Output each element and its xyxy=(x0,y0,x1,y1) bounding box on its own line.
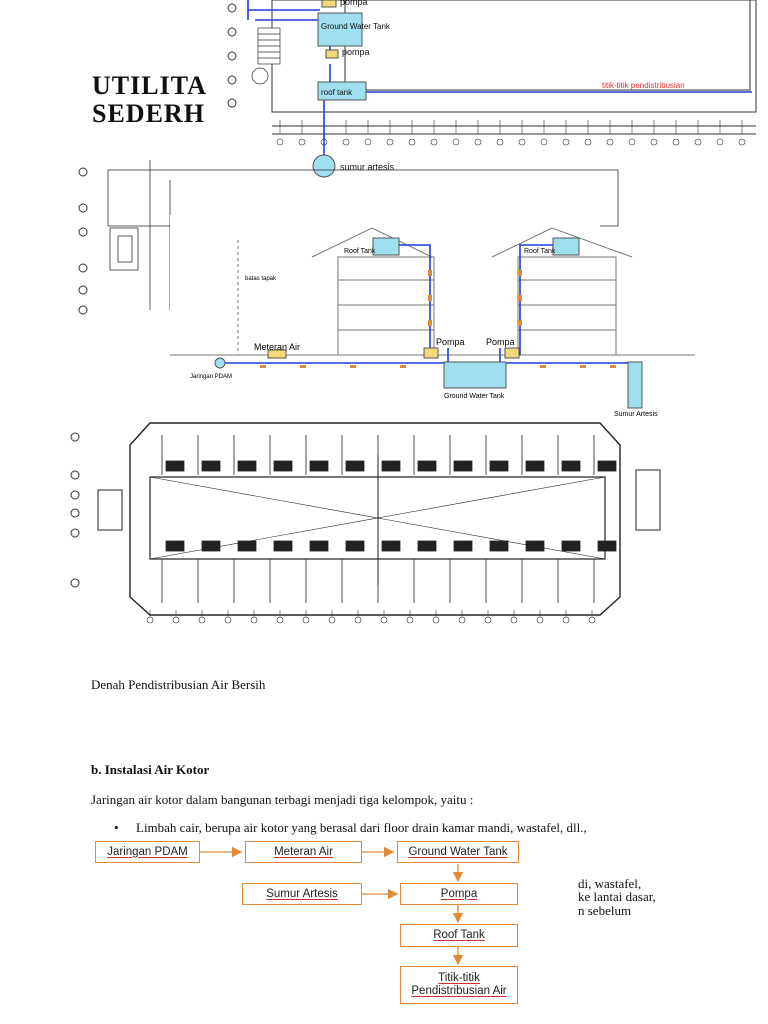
label-pompa-left: Pompa xyxy=(436,337,465,347)
label-ground-water-tank-section: Ground Water Tank xyxy=(444,393,505,400)
bullet-text: Limbah cair, berupa air kotor yang berasal dari floor drain kamar mandi, wastafel, dll., xyxy=(136,820,587,835)
heading-line-2: SEDERH xyxy=(92,99,205,128)
flow-box-sumur-artesis: Sumur Artesis xyxy=(242,883,362,905)
text-fragment-1: di, wastafel, xyxy=(578,876,642,891)
pump-icon xyxy=(322,0,336,7)
flow-box-titik-pendistribusian: Titik-titik Pendistribusian Air xyxy=(400,966,518,1004)
text-fragment-3: n sebelum xyxy=(578,903,632,918)
flow-box-jaringan-pdam: Jaringan PDAM xyxy=(95,841,200,863)
text-fragment-2: ke lantai dasar, xyxy=(578,889,656,904)
flow-box-meteran-air: Meteran Air xyxy=(245,841,362,863)
flow-box-roof-tank: Roof Tank xyxy=(400,924,518,947)
heading-line-1: UTILITA xyxy=(92,71,207,100)
bullet-symbol: • xyxy=(114,820,119,835)
label-sumur-artesis-section: Sumur Artesis xyxy=(614,411,658,418)
ground-floor-plan xyxy=(0,415,768,630)
paragraph: Jaringan air kotor dalam bangunan terbagi menjadi tiga kelompok, yaitu : xyxy=(91,792,474,807)
label-ground-water-tank: Ground Water Tank xyxy=(321,22,390,31)
flow-box-pompa: Pompa xyxy=(400,883,518,905)
label-batas-tapak: batas tapak xyxy=(245,276,277,282)
label-sumur-artesis: sumur artesis xyxy=(340,162,395,172)
label-pompa-1: pompa xyxy=(340,0,368,7)
label-pompa-2: pompa xyxy=(342,47,370,57)
building-section xyxy=(0,150,768,420)
label-pompa-right: Pompa xyxy=(486,337,515,347)
section-title: b. Instalasi Air Kotor xyxy=(91,762,210,777)
figure-caption: Denah Pendistribusian Air Bersih xyxy=(91,677,266,692)
pump-icon xyxy=(326,50,338,58)
label-meteran-air: Meteran Air xyxy=(254,342,301,352)
label-roof-tank: roof tank xyxy=(321,88,353,97)
label-roof-tank-right: Roof Tank xyxy=(524,248,556,255)
label-jaringan-pdam: Jaringan PDAM xyxy=(190,374,233,380)
flow-box-ground-water-tank: Ground Water Tank xyxy=(397,841,519,863)
label-roof-tank-left: Roof Tank xyxy=(344,248,376,255)
label-titik-pendistribusian: titik-titik pendistribusian xyxy=(602,81,685,90)
